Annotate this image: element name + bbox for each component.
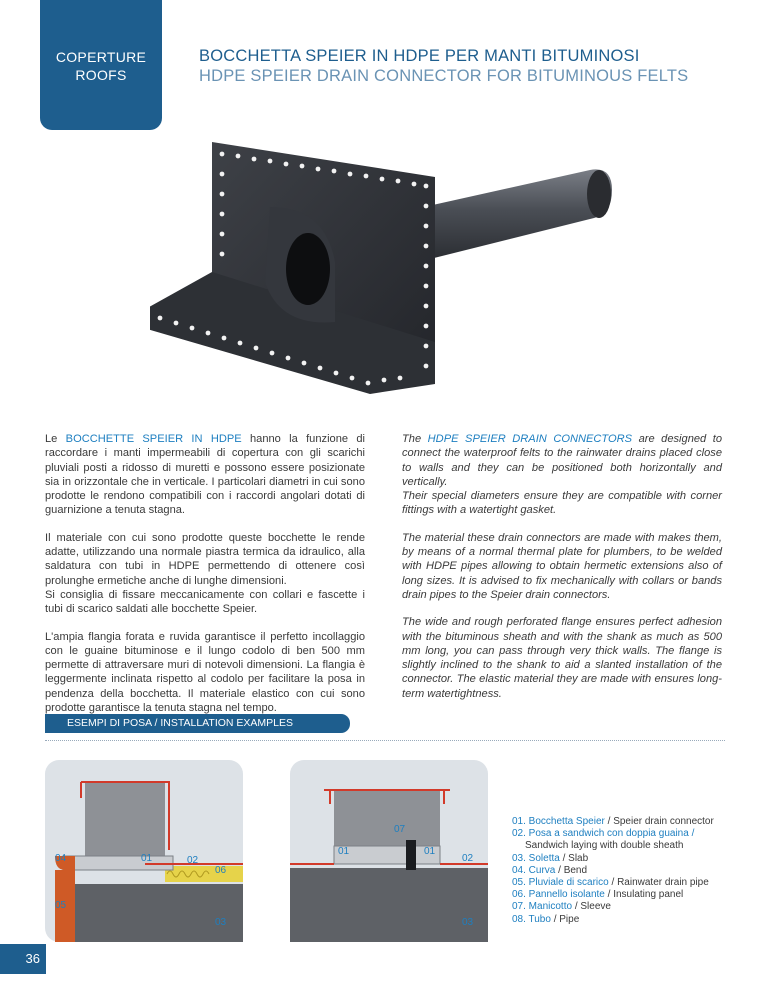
- english-p1-compat: Their special diameters ensure they are compatible with corner fittings with a watertight gasket.: [402, 490, 722, 517]
- installation-diagram-1: [45, 760, 243, 942]
- italian-p2-advice: Si consiglia di fissare meccanicamente con collari e fascette i tubi di scarico saldati alle bocchette Speier.: [45, 588, 365, 616]
- legend: [512, 816, 714, 926]
- legend-item-en: Bend: [563, 864, 588, 876]
- legend-item-en: Insulating panel: [613, 889, 684, 901]
- legend-item: 07. Manicotto / Sleeve: [512, 901, 611, 913]
- italian-paragraph-1: [45, 432, 365, 518]
- diagram1-label-c: 02: [187, 855, 199, 866]
- diagram1-label-d: 06: [215, 865, 227, 876]
- diagram2-label-b: 01: [338, 846, 350, 857]
- installation-diagram-2: [290, 760, 488, 942]
- diagram2-label-e: 03: [462, 917, 474, 928]
- dotted-divider: [45, 740, 725, 741]
- english-product-highlight: HDPE SPEIER DRAIN CONNECTORS: [427, 433, 633, 445]
- diagram1-label-a: 04: [55, 853, 67, 864]
- legend-item-num: 06. Pannello isolante: [512, 889, 605, 901]
- legend-item: 01. Bocchetta Speier / Speier drain connector: [512, 816, 714, 827]
- legend-item-num: 08. Tubo: [512, 913, 551, 925]
- legend-item: 06. Pannello isolante / Insulating panel: [512, 889, 684, 901]
- section-tab-italian: COPERTURE: [55, 49, 147, 65]
- page-title-italian: BOCCHETTA SPEIER IN HDPE PER MANTI BITUMINOSI: [199, 47, 640, 65]
- diagram2-label-c: 01: [424, 846, 436, 857]
- legend-item-num: 03. Soletta: [512, 852, 560, 864]
- legend-item-num: 05. Pluviale di scarico: [512, 877, 609, 889]
- legend-item-en: Speier drain connector: [613, 816, 714, 827]
- legend-item-num: 02. Posa a sandwich con doppia guaina: [512, 828, 689, 840]
- english-p1-end: are designed to connect the waterproof felts to the rainwater drains placed close to walls and they can be positioned both horizontally and vertically.: [402, 433, 723, 488]
- page-title-english: HDPE SPEIER DRAIN CONNECTOR FOR BITUMINOUS FELTS: [199, 67, 689, 85]
- italian-p2-main: Il materiale con cui sono prodotte queste bocchette le rende adatte, utilizzando una normale piastra termica da idraulico, alla saldatura con tubi in HDPE permettendo di ottenere così prolunghe ermetiche anche di lunghe dimensioni.: [45, 531, 365, 587]
- english-p1-start: The: [402, 433, 428, 445]
- diagram1-label-b: 01: [141, 853, 153, 864]
- english-paragraph-2: The material these drain connectors are made with makes them, by means of a normal thermal plate for plumbers, to be welded with HDPE pipes allowing to obtain hermetic extensions also of long sizes. It is advised to fix mechanically with collars or bands drain pipes to the Speier drain connectors.: [402, 531, 722, 601]
- italian-paragraph-2: [45, 531, 365, 617]
- legend-item: 04. Curva / Bend: [512, 864, 588, 876]
- legend-item: 05. Pluviale di scarico / Rainwater drain pipe: [512, 877, 709, 889]
- english-text-column: [402, 432, 722, 714]
- section-tab: [40, 0, 162, 130]
- section-tab-english: ROOFS: [75, 67, 127, 83]
- italian-p1-start: Le: [45, 433, 66, 445]
- italian-p1-end: hanno la funzione di raccordare i manti impermeabili di copertura con gli scarichi pluviali posti a ridosso di muretti e possono essere posizionate sia in orizzontale che in verticale. I particolari diametri in cui sono prodotte le rendono compatibili con i raccordi angolari dotati di guarnizione a tenuta stagna.: [45, 433, 365, 517]
- legend-item-num: 01. Bocchetta Speier: [512, 816, 605, 827]
- italian-text-column: [45, 432, 365, 728]
- english-paragraph-3: The wide and rough perforated flange ensures perfect adhesion with the bituminous sheath and with the shank as much as 500 mm long, you can pass through very thick walls. The flange is slightly inclined to the shank to aid a slanted installation of the connector. The elastic material they are made with ensures long-term watertightness.: [402, 616, 722, 700]
- legend-item: 08. Tubo / Pipe: [512, 913, 580, 925]
- legend-item-en: Slab: [568, 852, 589, 864]
- legend-item: Sandwich laying with double sheath: [525, 840, 684, 852]
- legend-item-en: Sleeve: [580, 901, 611, 913]
- legend-item-num: 04. Curva: [512, 864, 556, 876]
- product-image: [150, 112, 620, 402]
- legend-item: 03. Soletta / Slab: [512, 852, 589, 864]
- diagram2-label-a: 07: [394, 824, 406, 835]
- legend-item-num: 07. Manicotto: [512, 901, 573, 913]
- legend-item-en: Pipe: [559, 913, 580, 925]
- diagram1-label-f: 03: [215, 917, 227, 928]
- installation-examples-bar: ESEMPI DI POSA / INSTALLATION EXAMPLES: [45, 714, 350, 733]
- english-paragraph-1: [402, 432, 722, 518]
- italian-paragraph-3: L'ampia flangia forata e ruvida garantisce il perfetto incollaggio con le guaine bituminose e il lungo codolo di ben 500 mm permette di attraversare muri di notevoli dimensioni. La flangia è leggermente inclinata rispetto al codolo per facilitare la posa in pendenza della bocchetta. Il materiale elastico con cui sono prodotte garantisce la tenuta stagna nel tempo.: [45, 630, 365, 715]
- legend-item-en: Rainwater drain pipe: [617, 877, 709, 889]
- diagram1-label-e: 05: [55, 900, 67, 911]
- page-number: 36: [0, 944, 46, 974]
- legend-item: 02. Posa a sandwich con doppia guaina /: [512, 828, 695, 840]
- diagram2-label-d: 02: [462, 853, 474, 864]
- italian-product-highlight: BOCCHETTE SPEIER IN HDPE: [65, 433, 242, 445]
